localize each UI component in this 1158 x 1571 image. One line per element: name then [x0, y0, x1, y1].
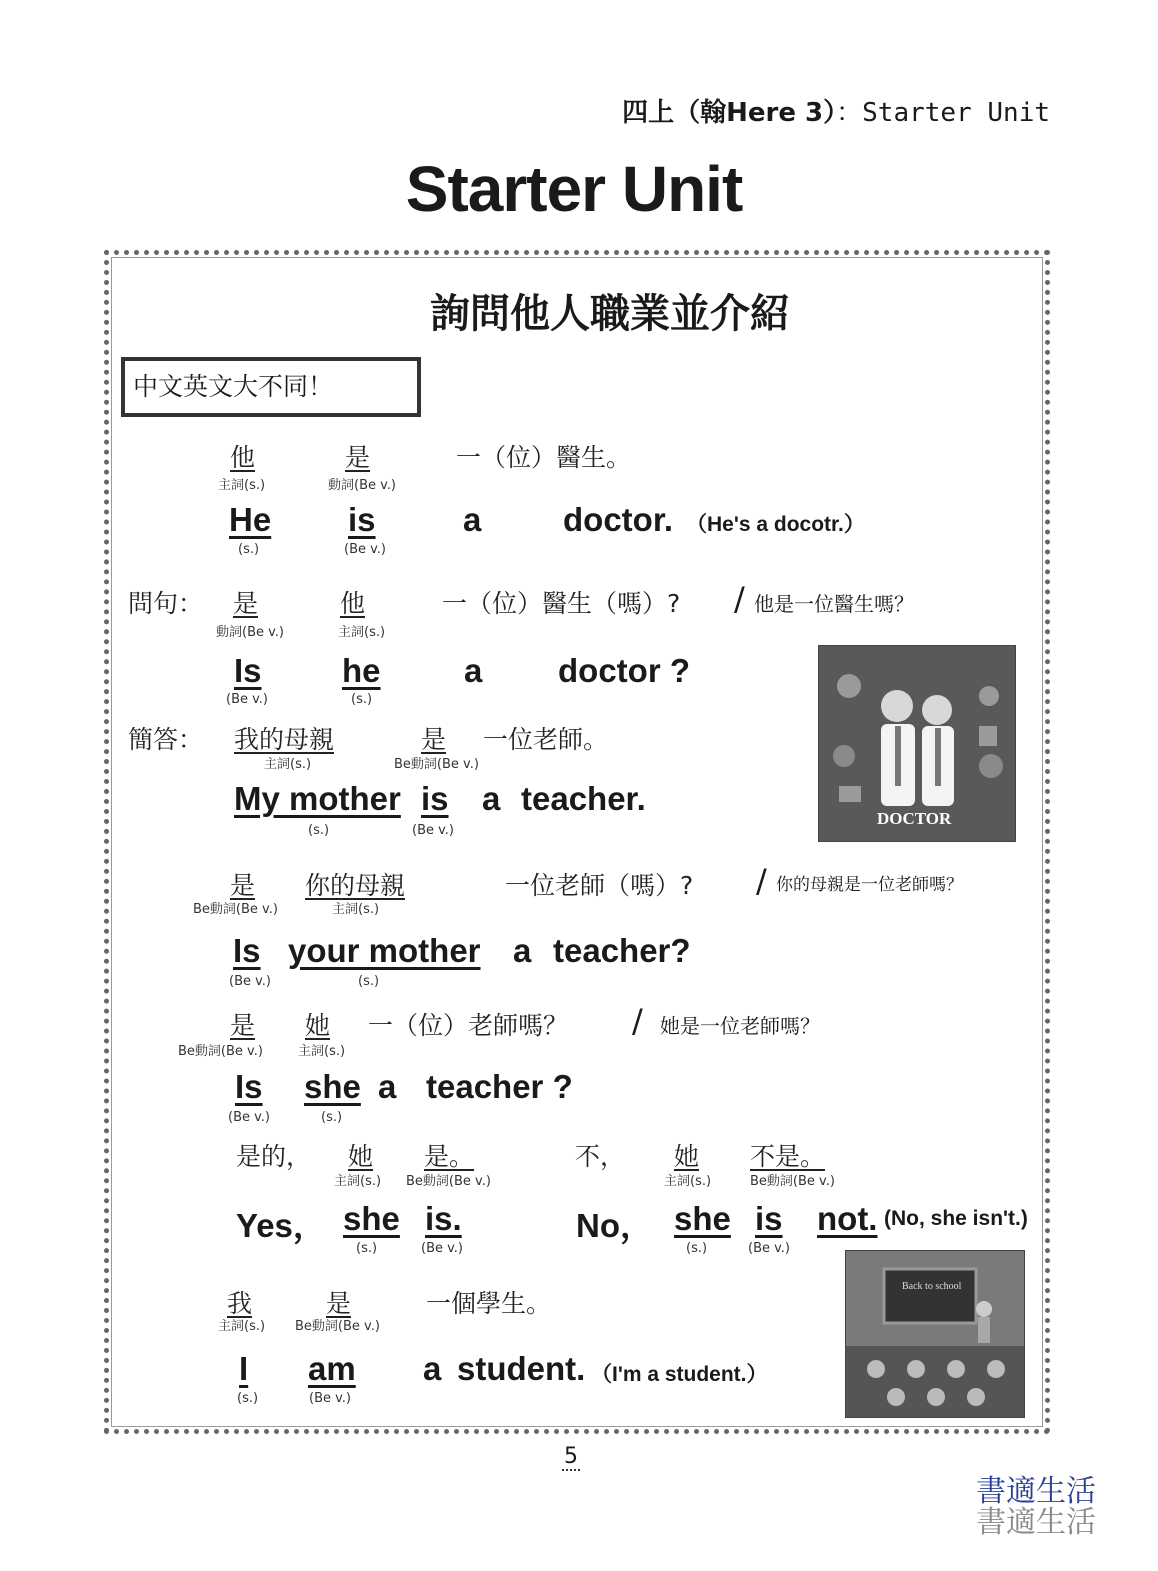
- q1-en-subject: he: [342, 652, 381, 689]
- a1-gloss-en-verb: (Be v.): [412, 823, 455, 838]
- ans-contraction: (No, she isn't.): [884, 1207, 1028, 1230]
- s1-gloss-verb: 動詞(Be v.): [328, 478, 397, 493]
- s1-en-noun: doctor.: [563, 501, 674, 538]
- ans-gloss-yes-verb: Be動詞(Be v.): [406, 1174, 491, 1189]
- s2-contraction: （I'm a student.）: [591, 1363, 768, 1386]
- q2-gloss-en-verb: (Be v.): [229, 974, 272, 989]
- q2-gloss-subject: 主詞(s.): [332, 902, 380, 917]
- q1-gloss-en-verb: (Be v.): [226, 692, 269, 707]
- s1-contraction: （He's a docotr.）: [686, 513, 865, 536]
- ans-en-no: No，: [576, 1207, 653, 1244]
- q1-gloss-en-subject: (s.): [351, 692, 373, 707]
- q3-gloss-verb: Be動詞(Be v.): [178, 1044, 263, 1059]
- page-number: 5: [564, 1444, 578, 1469]
- s1-en-subject: He: [229, 501, 272, 538]
- a1-label: 簡答：: [128, 725, 204, 754]
- a1-gloss-en-subject: (s.): [308, 823, 330, 838]
- school-illustration: [845, 1250, 1025, 1418]
- s2-zh-verb: 是: [326, 1289, 352, 1318]
- q1-gloss-verb: 動詞(Be v.): [216, 625, 285, 640]
- ans-gloss-en-no-verb: (Be v.): [748, 1241, 791, 1256]
- q2-en-article: a: [513, 932, 532, 969]
- s1-en-article: a: [463, 501, 482, 538]
- a1-gloss-subject: 主詞(s.): [264, 757, 312, 772]
- q1-translation: 他是一位醫生嗎？: [754, 592, 914, 616]
- s1-zh-rest: 一（位）醫生。: [456, 443, 632, 472]
- a1-en-noun: teacher.: [521, 780, 646, 817]
- q1-en-article: a: [464, 652, 483, 689]
- ans-gloss-no-subject: 主詞(s.): [664, 1174, 712, 1189]
- header-sep: ：: [836, 98, 863, 128]
- ans-en-no-subject: she: [674, 1200, 731, 1237]
- q2-en-verb: Is: [233, 932, 261, 969]
- s2-en-verb: am: [308, 1350, 356, 1387]
- s1-zh-verb: 是: [345, 443, 371, 472]
- ans-zh-yes: 是的，: [236, 1142, 312, 1171]
- ans-zh-no: 不，: [575, 1142, 626, 1171]
- s2-en-noun: student.: [457, 1350, 586, 1387]
- ans-gloss-en-yes-subject: (s.): [356, 1241, 378, 1256]
- s1-gloss-en-verb: (Be v.): [344, 542, 387, 557]
- q2-en-noun: teacher?: [553, 932, 691, 969]
- q1-slash: /: [734, 580, 745, 618]
- a1-zh-rest: 一位老師。: [483, 725, 609, 754]
- ans-gloss-en-no-subject: (s.): [686, 1241, 708, 1256]
- ans-en-yes-subject: she: [343, 1200, 400, 1237]
- s2-gloss-subject: 主詞(s.): [218, 1319, 266, 1334]
- a1-zh-verb: 是: [421, 725, 447, 754]
- s2-zh-subject: 我: [227, 1289, 253, 1318]
- q2-gloss-verb: Be動詞(Be v.): [193, 902, 278, 917]
- ans-en-no-verb: is: [755, 1200, 783, 1237]
- ans-en-yes-verb: is.: [425, 1200, 462, 1237]
- ans-en-yes: Yes，: [236, 1207, 326, 1244]
- watermark-line-1: 書適生活: [976, 1474, 1096, 1509]
- q2-slash: /: [756, 862, 767, 900]
- q3-translation: 她是一位老師嗎？: [660, 1014, 820, 1038]
- watermark-line-2: 書適生活: [976, 1505, 1096, 1540]
- q2-zh-rest: 一位老師（嗎）?: [505, 871, 694, 900]
- s2-gloss-en-verb: (Be v.): [309, 1391, 352, 1406]
- s1-en-verb: is: [348, 501, 376, 538]
- q3-en-article: a: [378, 1068, 397, 1105]
- s2-en-subject: I: [239, 1350, 249, 1387]
- ans-zh-no-subject: 她: [674, 1142, 700, 1171]
- s1-gloss-subject: 主詞(s.): [218, 478, 266, 493]
- a1-en-subject: My mother: [234, 780, 401, 817]
- q3-gloss-en-subject: (s.): [321, 1110, 343, 1125]
- note-box: 中文英文大不同！: [121, 357, 421, 417]
- doctor-illustration: [818, 645, 1016, 842]
- ans-zh-yes-verb: 是。: [424, 1142, 475, 1171]
- q3-zh-subject: 她: [305, 1011, 331, 1040]
- q1-zh-rest: 一（位）醫生（嗎）?: [442, 589, 681, 618]
- section-subtitle: 詢問他人職業並介紹: [430, 291, 790, 337]
- q1-label: 問句：: [128, 589, 204, 618]
- doctor-caption: DOCTOR: [877, 809, 952, 828]
- school-caption: Back to school: [902, 1281, 962, 1292]
- header-unit: Starter Unit: [862, 98, 1050, 128]
- q3-en-verb: Is: [235, 1068, 263, 1105]
- s2-gloss-en-subject: (s.): [237, 1391, 259, 1406]
- q3-en-subject: she: [304, 1068, 361, 1105]
- s2-gloss-verb: Be動詞(Be v.): [295, 1319, 380, 1334]
- ans-gloss-yes-subject: 主詞(s.): [334, 1174, 382, 1189]
- s1-gloss-en-subject: (s.): [238, 542, 260, 557]
- s2-zh-rest: 一個學生。: [426, 1289, 552, 1318]
- ans-zh-yes-subject: 她: [348, 1142, 374, 1171]
- q3-zh-verb: 是: [230, 1011, 256, 1040]
- header: [622, 92, 1050, 129]
- q3-en-noun: teacher ?: [426, 1068, 573, 1105]
- q3-gloss-subject: 主詞(s.): [298, 1044, 346, 1059]
- s1-zh-subject: 他: [230, 443, 256, 472]
- ans-gloss-en-yes-verb: (Be v.): [421, 1241, 464, 1256]
- s2-en-article: a: [423, 1350, 442, 1387]
- header-grade: 四上（翰Here 3）: [622, 98, 837, 128]
- q1-zh-verb: 是: [233, 589, 259, 618]
- q3-slash: /: [632, 1002, 643, 1040]
- a1-gloss-verb: Be動詞(Be v.): [394, 757, 479, 772]
- q3-gloss-en-verb: (Be v.): [228, 1110, 271, 1125]
- q2-gloss-en-subject: (s.): [358, 974, 380, 989]
- ans-gloss-no-verb: Be動詞(Be v.): [750, 1174, 835, 1189]
- q1-en-verb: Is: [234, 652, 262, 689]
- a1-zh-subject: 我的母親: [234, 725, 335, 754]
- q1-en-noun: doctor ?: [558, 652, 690, 689]
- page-title: Starter Unit: [405, 153, 743, 225]
- a1-en-article: a: [482, 780, 501, 817]
- q1-zh-subject: 他: [340, 589, 366, 618]
- q3-zh-rest: 一（位）老師嗎？: [368, 1011, 569, 1040]
- q2-en-subject: your mother: [288, 932, 481, 969]
- q1-gloss-subject: 主詞(s.): [338, 625, 386, 640]
- q2-zh-subject: 你的母親: [305, 871, 406, 900]
- ans-zh-no-verb: 不是。: [750, 1142, 826, 1171]
- q2-translation: 你的母親是一位老師嗎？: [776, 875, 963, 895]
- watermark: [976, 1476, 1096, 1538]
- ans-en-not: not.: [817, 1200, 878, 1237]
- a1-en-verb: is: [421, 780, 449, 817]
- q2-zh-verb: 是: [230, 871, 256, 900]
